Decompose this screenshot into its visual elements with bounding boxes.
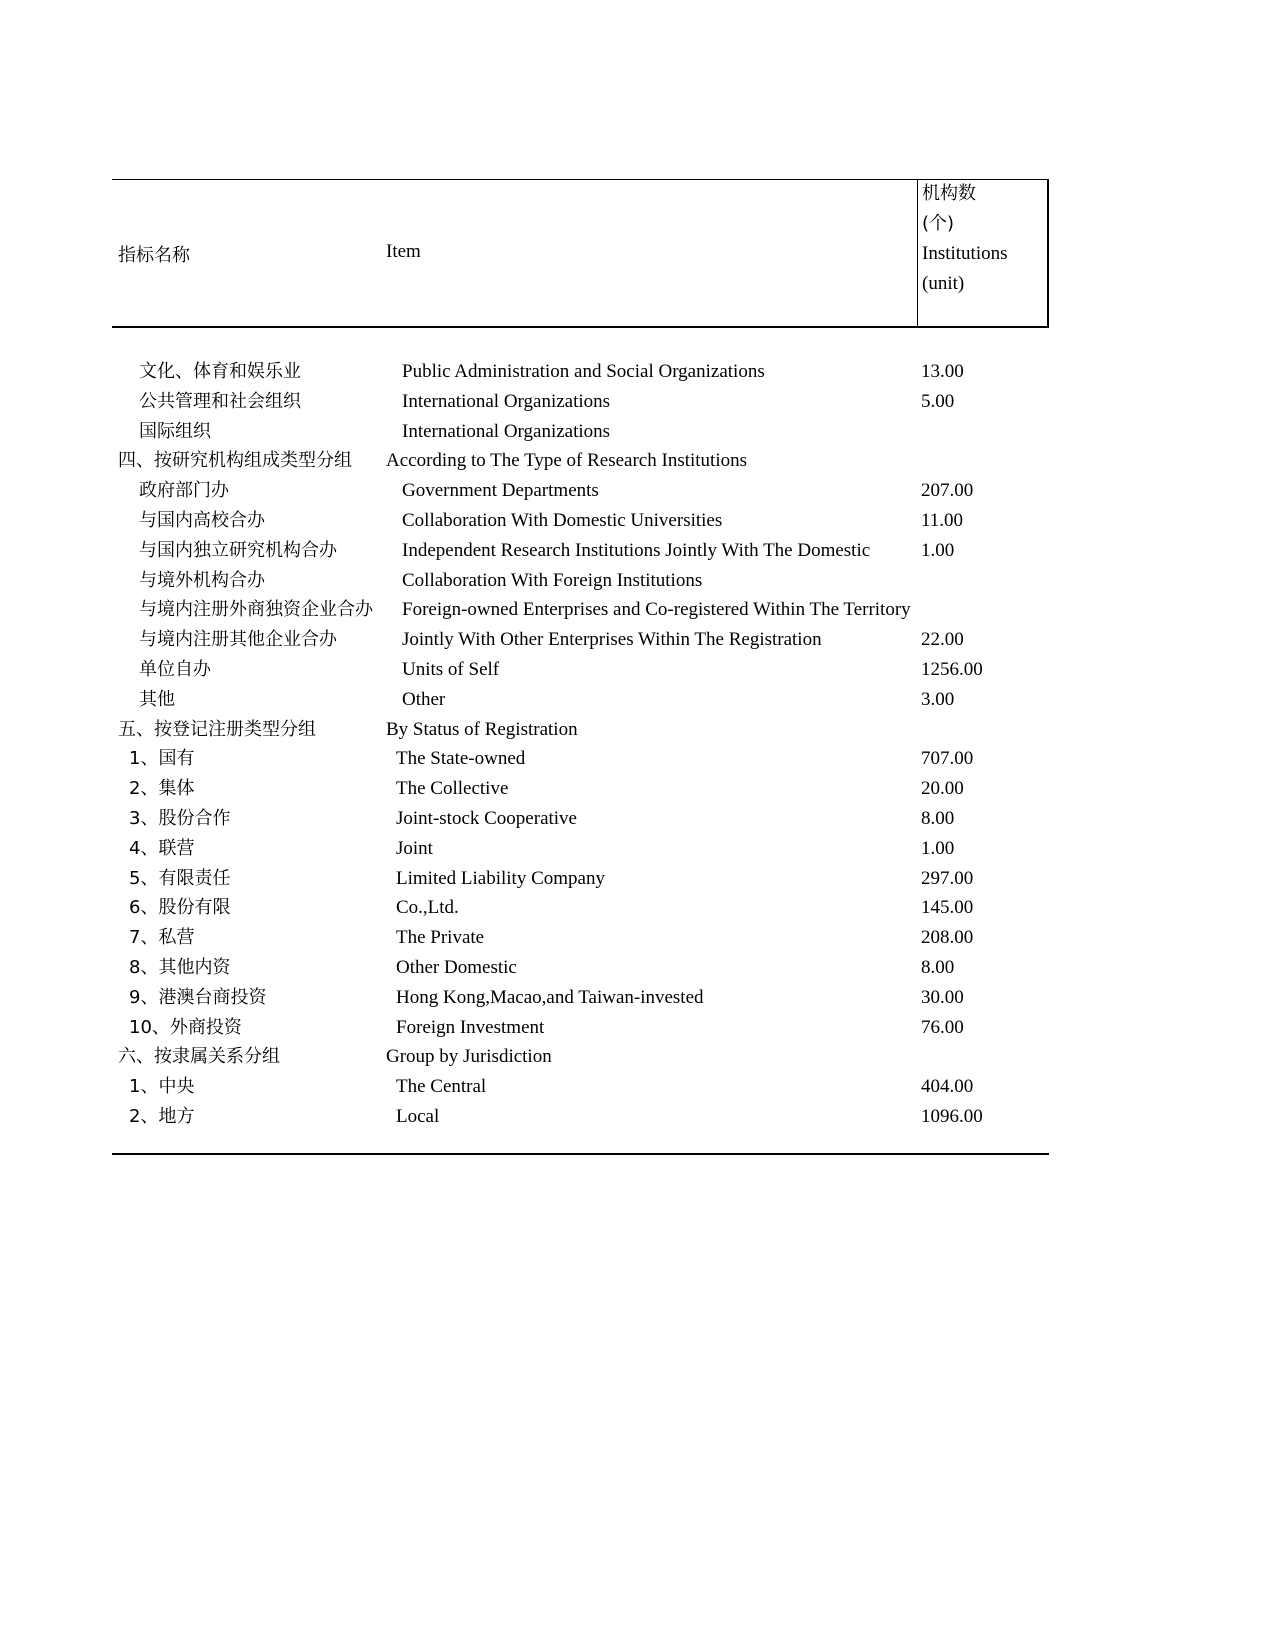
row-item-en: Limited Liability Company (396, 867, 605, 889)
row-name-cn: 政府部门办 (139, 480, 229, 502)
row-item-en: Joint (396, 837, 433, 859)
row-institutions-value: 207.00 (921, 480, 974, 502)
row-item-en: Public Administration and Social Organizations (402, 361, 765, 382)
table-row (112, 983, 1049, 1013)
statistics-table (112, 179, 1049, 1155)
row-name-cn: 2、地方 (129, 1105, 195, 1127)
row-item-en: Other (402, 688, 446, 710)
table-row (112, 804, 1049, 834)
row-name-cn: 8、其他内资 (129, 956, 231, 978)
row-institutions-value: 3.00 (921, 688, 955, 710)
row-institutions-value: 297.00 (921, 867, 974, 889)
row-name-cn: 单位自办 (139, 658, 211, 680)
header-institutions-cn: 机构数 (922, 183, 976, 204)
row-institutions-value: 76.00 (921, 1016, 964, 1038)
table-row (112, 506, 1049, 536)
row-item-en: Foreign Investment (396, 1016, 545, 1038)
row-institutions-value: 8.00 (921, 807, 955, 829)
row-institutions-value: 1.00 (921, 837, 955, 859)
table-row (112, 357, 1049, 387)
row-item-en: The State-owned (396, 748, 526, 770)
row-item-en: Group by Jurisdiction (386, 1046, 552, 1068)
table-row (112, 834, 1049, 864)
row-item-en: Co.,Ltd. (396, 897, 459, 919)
table-row (112, 536, 1049, 566)
table-row (112, 923, 1049, 953)
row-institutions-value: 22.00 (921, 629, 964, 651)
section-header-row (112, 446, 1049, 476)
row-name-cn: 6、股份有限 (129, 897, 231, 919)
table-row (112, 417, 1049, 447)
row-item-en: Units of Self (402, 658, 500, 680)
row-item-en: By Status of Registration (386, 718, 578, 740)
table-row (112, 893, 1049, 923)
table-body (112, 328, 1049, 1155)
row-name-cn: 2、集体 (129, 778, 195, 800)
table-row (112, 387, 1049, 417)
row-name-cn: 4、联营 (129, 837, 195, 859)
row-item-en: Joint-stock Cooperative (396, 807, 577, 829)
row-item-en: International Organizations (402, 390, 611, 412)
row-name-cn: 9、港澳台商投资 (129, 986, 267, 1008)
row-institutions-value: 145.00 (921, 897, 974, 919)
row-name-cn: 1、中央 (129, 1076, 195, 1098)
row-institutions-value: 1.00 (921, 539, 955, 561)
row-institutions-value: 5.00 (921, 390, 955, 412)
row-institutions-value: 208.00 (921, 927, 974, 949)
table-row (112, 595, 1049, 625)
row-institutions-value: 11.00 (921, 509, 964, 531)
section-header-row (112, 715, 1049, 745)
header-institutions-cn-unit: (个) (922, 213, 955, 234)
row-name-cn: 五、按登记注册类型分组 (118, 718, 316, 740)
row-item-en: The Central (396, 1076, 487, 1098)
table-row (112, 744, 1049, 774)
row-name-cn: 与国内高校合办 (139, 509, 265, 531)
header-item-en: Item (386, 241, 421, 262)
table-row (112, 774, 1049, 804)
row-item-en: International Organizations (402, 420, 611, 442)
header-institutions-en-unit: (unit) (922, 273, 965, 294)
row-name-cn: 六、按隶属关系分组 (118, 1046, 280, 1068)
row-item-en: Independent Research Institutions Jointly With The Domestic (402, 539, 871, 561)
header-name-cn: 指标名称 (118, 245, 190, 266)
row-institutions-value: 1096.00 (921, 1105, 983, 1127)
row-item-en: The Collective (396, 778, 509, 800)
table-row (112, 476, 1049, 506)
row-item-en: Other Domestic (396, 956, 517, 978)
table-row (112, 685, 1049, 715)
row-name-cn: 文化、体育和娱乐业 (139, 361, 301, 382)
row-item-en: According to The Type of Research Institutions (386, 450, 747, 472)
row-item-en: Jointly With Other Enterprises Within The Registration (402, 629, 822, 651)
row-item-en: Collaboration With Foreign Institutions (402, 569, 703, 591)
table-row (112, 864, 1049, 894)
row-name-cn: 与境外机构合办 (139, 569, 265, 591)
row-name-cn: 公共管理和社会组织 (139, 390, 301, 412)
row-name-cn: 国际组织 (139, 420, 211, 442)
row-item-en: Local (396, 1105, 440, 1127)
row-item-en: Government Departments (402, 480, 599, 502)
row-name-cn: 与国内独立研究机构合办 (139, 539, 337, 561)
row-institutions-value: 13.00 (921, 361, 964, 382)
table-header (112, 179, 1049, 328)
row-item-en: Foreign-owned Enterprises and Co-registered Within The Territory (402, 599, 911, 621)
table-row (112, 1013, 1049, 1043)
table-row (112, 1072, 1049, 1102)
row-institutions-value: 404.00 (921, 1076, 974, 1098)
row-name-cn: 10、外商投资 (129, 1016, 242, 1038)
row-name-cn: 1、国有 (129, 748, 195, 770)
row-institutions-value: 30.00 (921, 986, 964, 1008)
row-name-cn: 7、私营 (129, 927, 195, 949)
row-name-cn: 四、按研究机构组成类型分组 (118, 450, 352, 472)
table-row (112, 953, 1049, 983)
section-header-row (112, 1042, 1049, 1072)
row-name-cn: 与境内注册其他企业合办 (139, 629, 337, 651)
row-name-cn: 5、有限责任 (129, 867, 231, 889)
row-institutions-value: 20.00 (921, 778, 964, 800)
row-institutions-value: 707.00 (921, 748, 974, 770)
row-institutions-value: 8.00 (921, 956, 955, 978)
row-item-en: Collaboration With Domestic Universities (402, 509, 723, 531)
table-row (112, 625, 1049, 655)
row-name-cn: 其他 (139, 688, 175, 710)
header-institutions (917, 179, 1049, 327)
row-institutions-value: 1256.00 (921, 658, 983, 680)
table-row (112, 655, 1049, 685)
row-name-cn: 3、股份合作 (129, 807, 231, 829)
row-name-cn: 与境内注册外商独资企业合办 (139, 599, 373, 621)
table-row (112, 1102, 1049, 1132)
table-row (112, 566, 1049, 596)
row-item-en: The Private (396, 927, 485, 949)
row-item-en: Hong Kong,Macao,and Taiwan-invested (396, 986, 704, 1008)
header-institutions-en: Institutions (922, 243, 1008, 264)
